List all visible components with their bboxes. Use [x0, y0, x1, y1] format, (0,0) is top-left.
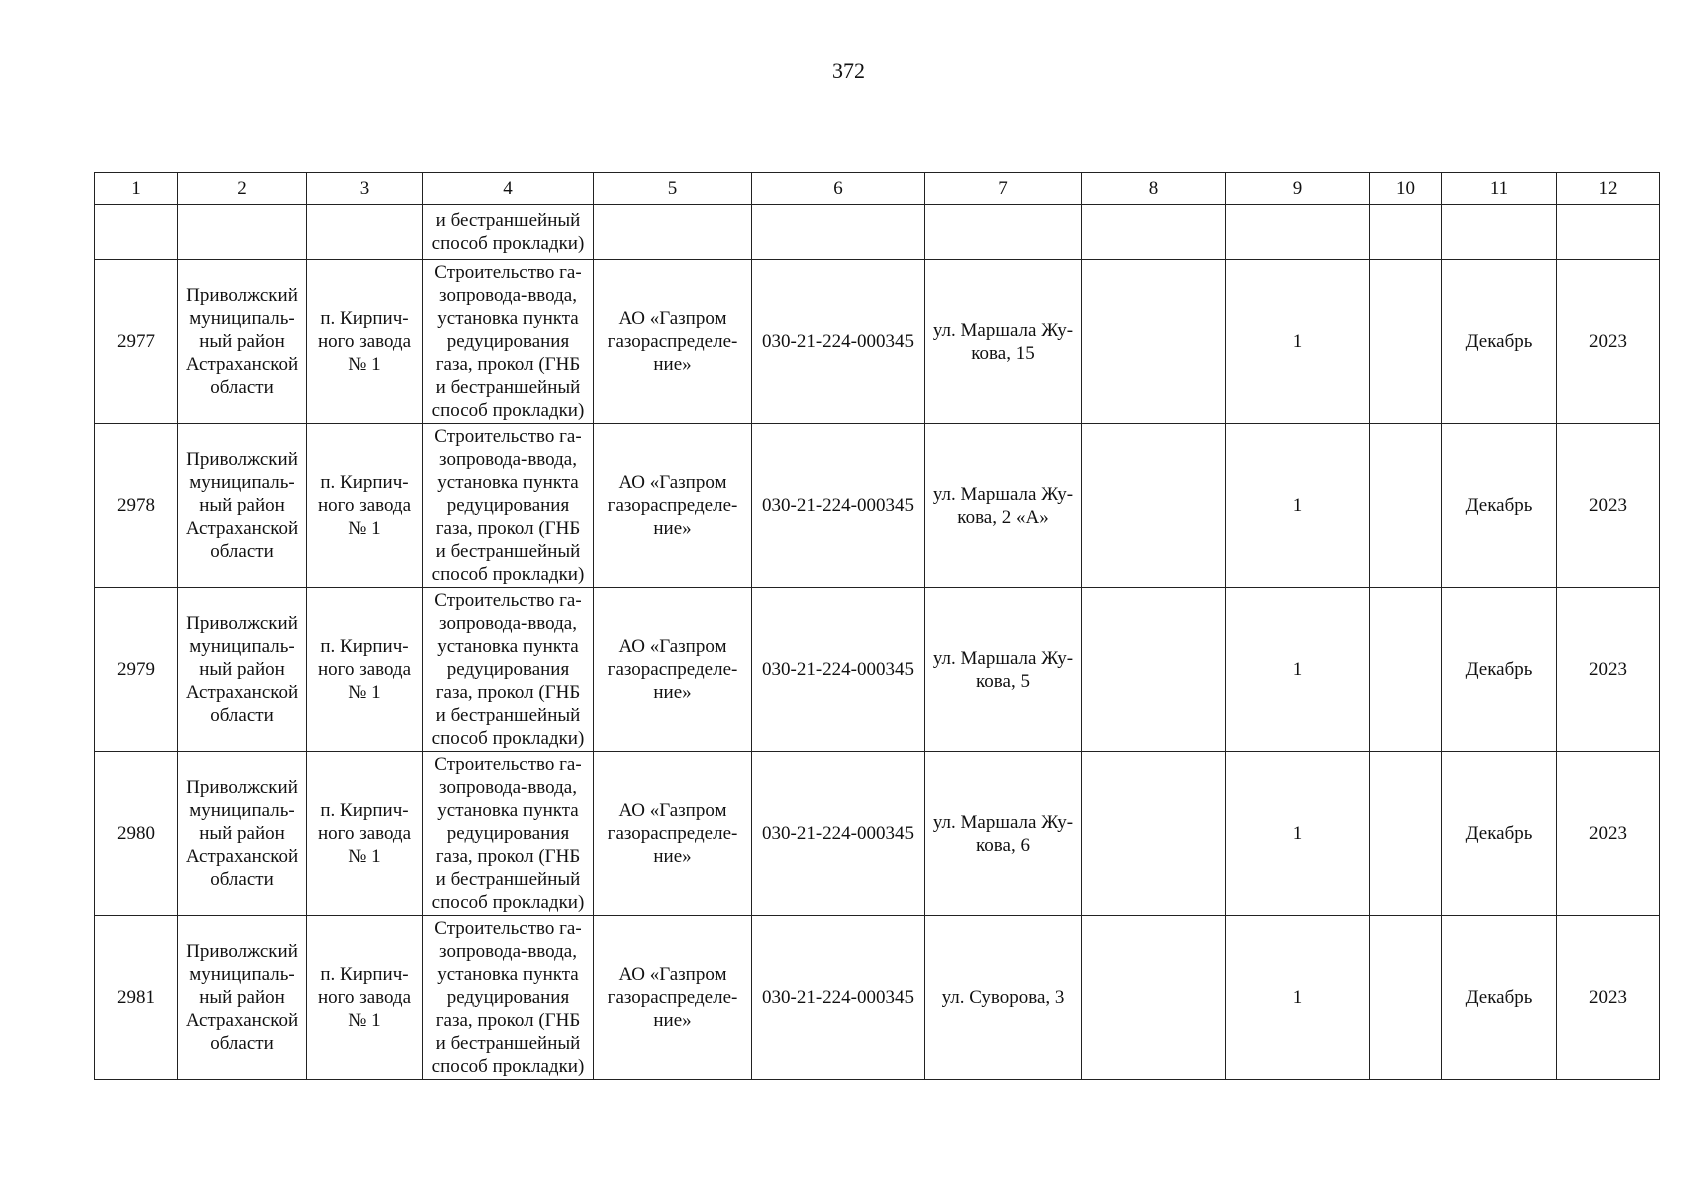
cell-empty — [1370, 205, 1442, 260]
code-cell: 030-21-224-000345 — [752, 424, 925, 588]
registry-table — [94, 172, 1660, 1080]
row-number-cell: 2979 — [95, 588, 178, 752]
column-number-7: 7 — [925, 173, 1082, 205]
organization-cell: АО «Газпром газораспределе- ние» — [594, 916, 752, 1080]
column-8-cell — [1082, 260, 1226, 424]
column-number-2: 2 — [178, 173, 307, 205]
column-number-8: 8 — [1082, 173, 1226, 205]
month-cell: Декабрь — [1442, 588, 1557, 752]
column-number-5: 5 — [594, 173, 752, 205]
cell-empty — [594, 205, 752, 260]
month-cell: Декабрь — [1442, 260, 1557, 424]
district-cell: Приволжский муниципаль- ный район Астраханской области — [178, 424, 307, 588]
column-number-header — [95, 173, 1660, 205]
column-9-cell: 1 — [1226, 752, 1370, 916]
year-cell: 2023 — [1557, 588, 1660, 752]
column-10-cell — [1370, 260, 1442, 424]
organization-cell: АО «Газпром газораспределе- ние» — [594, 588, 752, 752]
column-number-4: 4 — [423, 173, 594, 205]
cell-empty — [178, 205, 307, 260]
column-number-9: 9 — [1226, 173, 1370, 205]
code-cell: 030-21-224-000345 — [752, 752, 925, 916]
table-row — [95, 752, 1660, 916]
settlement-cell: п. Кирпич- ного завода № 1 — [307, 424, 423, 588]
column-number-10: 10 — [1370, 173, 1442, 205]
address-cell: ул. Маршала Жу- кова, 2 «А» — [925, 424, 1082, 588]
column-8-cell — [1082, 752, 1226, 916]
column-8-cell — [1082, 588, 1226, 752]
column-number-6: 6 — [752, 173, 925, 205]
month-cell: Декабрь — [1442, 424, 1557, 588]
settlement-cell: п. Кирпич- ного завода № 1 — [307, 588, 423, 752]
cell-empty — [752, 205, 925, 260]
row-number-cell: 2981 — [95, 916, 178, 1080]
column-9-cell: 1 — [1226, 588, 1370, 752]
cell-empty — [1082, 205, 1226, 260]
table-row — [95, 916, 1660, 1080]
column-10-cell — [1370, 752, 1442, 916]
year-cell: 2023 — [1557, 424, 1660, 588]
column-9-cell: 1 — [1226, 424, 1370, 588]
address-cell: ул. Маршала Жу- кова, 15 — [925, 260, 1082, 424]
year-cell: 2023 — [1557, 916, 1660, 1080]
month-cell: Декабрь — [1442, 752, 1557, 916]
district-cell: Приволжский муниципаль- ный район Астраханской области — [178, 588, 307, 752]
row-number-cell: 2978 — [95, 424, 178, 588]
column-10-cell — [1370, 588, 1442, 752]
work-description-cell: Строительство га- зопровода-ввода, установка пункта редуцирования газа, прокол (ГНБ и бестраншейный способ прокладки) — [423, 752, 594, 916]
column-10-cell — [1370, 916, 1442, 1080]
work-description-cell: Строительство га- зопровода-ввода, установка пункта редуцирования газа, прокол (ГНБ и бестраншейный способ прокладки) — [423, 916, 594, 1080]
address-cell: ул. Суворова, 3 — [925, 916, 1082, 1080]
month-cell: Декабрь — [1442, 916, 1557, 1080]
settlement-cell: п. Кирпич- ного завода № 1 — [307, 752, 423, 916]
district-cell: Приволжский муниципаль- ный район Астраханской области — [178, 752, 307, 916]
column-8-cell — [1082, 916, 1226, 1080]
column-10-cell — [1370, 424, 1442, 588]
cell-empty — [1226, 205, 1370, 260]
code-cell: 030-21-224-000345 — [752, 260, 925, 424]
organization-cell: АО «Газпром газораспределе- ние» — [594, 424, 752, 588]
code-cell: 030-21-224-000345 — [752, 916, 925, 1080]
column-number-row — [95, 173, 1660, 205]
organization-cell: АО «Газпром газораспределе- ние» — [594, 260, 752, 424]
code-cell: 030-21-224-000345 — [752, 588, 925, 752]
year-cell: 2023 — [1557, 260, 1660, 424]
column-number-1: 1 — [95, 173, 178, 205]
organization-cell: АО «Газпром газораспределе- ние» — [594, 752, 752, 916]
settlement-cell: п. Кирпич- ного завода № 1 — [307, 916, 423, 1080]
column-number-12: 12 — [1557, 173, 1660, 205]
table-body — [95, 205, 1660, 1080]
work-description-cell: Строительство га- зопровода-ввода, установка пункта редуцирования газа, прокол (ГНБ и бестраншейный способ прокладки) — [423, 260, 594, 424]
cell-empty — [307, 205, 423, 260]
district-cell: Приволжский муниципаль- ный район Астраханской области — [178, 916, 307, 1080]
row-number-cell: 2980 — [95, 752, 178, 916]
continuation-work-cell: и бестраншейный способ прокладки) — [423, 205, 594, 260]
continuation-row — [95, 205, 1660, 260]
settlement-cell: п. Кирпич- ного завода № 1 — [307, 260, 423, 424]
column-9-cell: 1 — [1226, 260, 1370, 424]
address-cell: ул. Маршала Жу- кова, 6 — [925, 752, 1082, 916]
cell-empty — [95, 205, 178, 260]
table-row — [95, 588, 1660, 752]
row-number-cell: 2977 — [95, 260, 178, 424]
cell-empty — [1442, 205, 1557, 260]
year-cell: 2023 — [1557, 752, 1660, 916]
cell-empty — [925, 205, 1082, 260]
column-8-cell — [1082, 424, 1226, 588]
work-description-cell: Строительство га- зопровода-ввода, установка пункта редуцирования газа, прокол (ГНБ и бестраншейный способ прокладки) — [423, 424, 594, 588]
page-number: 372 — [832, 58, 865, 83]
district-cell: Приволжский муниципаль- ный район Астраханской области — [178, 260, 307, 424]
address-cell: ул. Маршала Жу- кова, 5 — [925, 588, 1082, 752]
cell-empty — [1557, 205, 1660, 260]
column-number-3: 3 — [307, 173, 423, 205]
table-row — [95, 260, 1660, 424]
column-number-11: 11 — [1442, 173, 1557, 205]
work-description-cell: Строительство га- зопровода-ввода, установка пункта редуцирования газа, прокол (ГНБ и бестраншейный способ прокладки) — [423, 588, 594, 752]
table-row — [95, 424, 1660, 588]
column-9-cell: 1 — [1226, 916, 1370, 1080]
